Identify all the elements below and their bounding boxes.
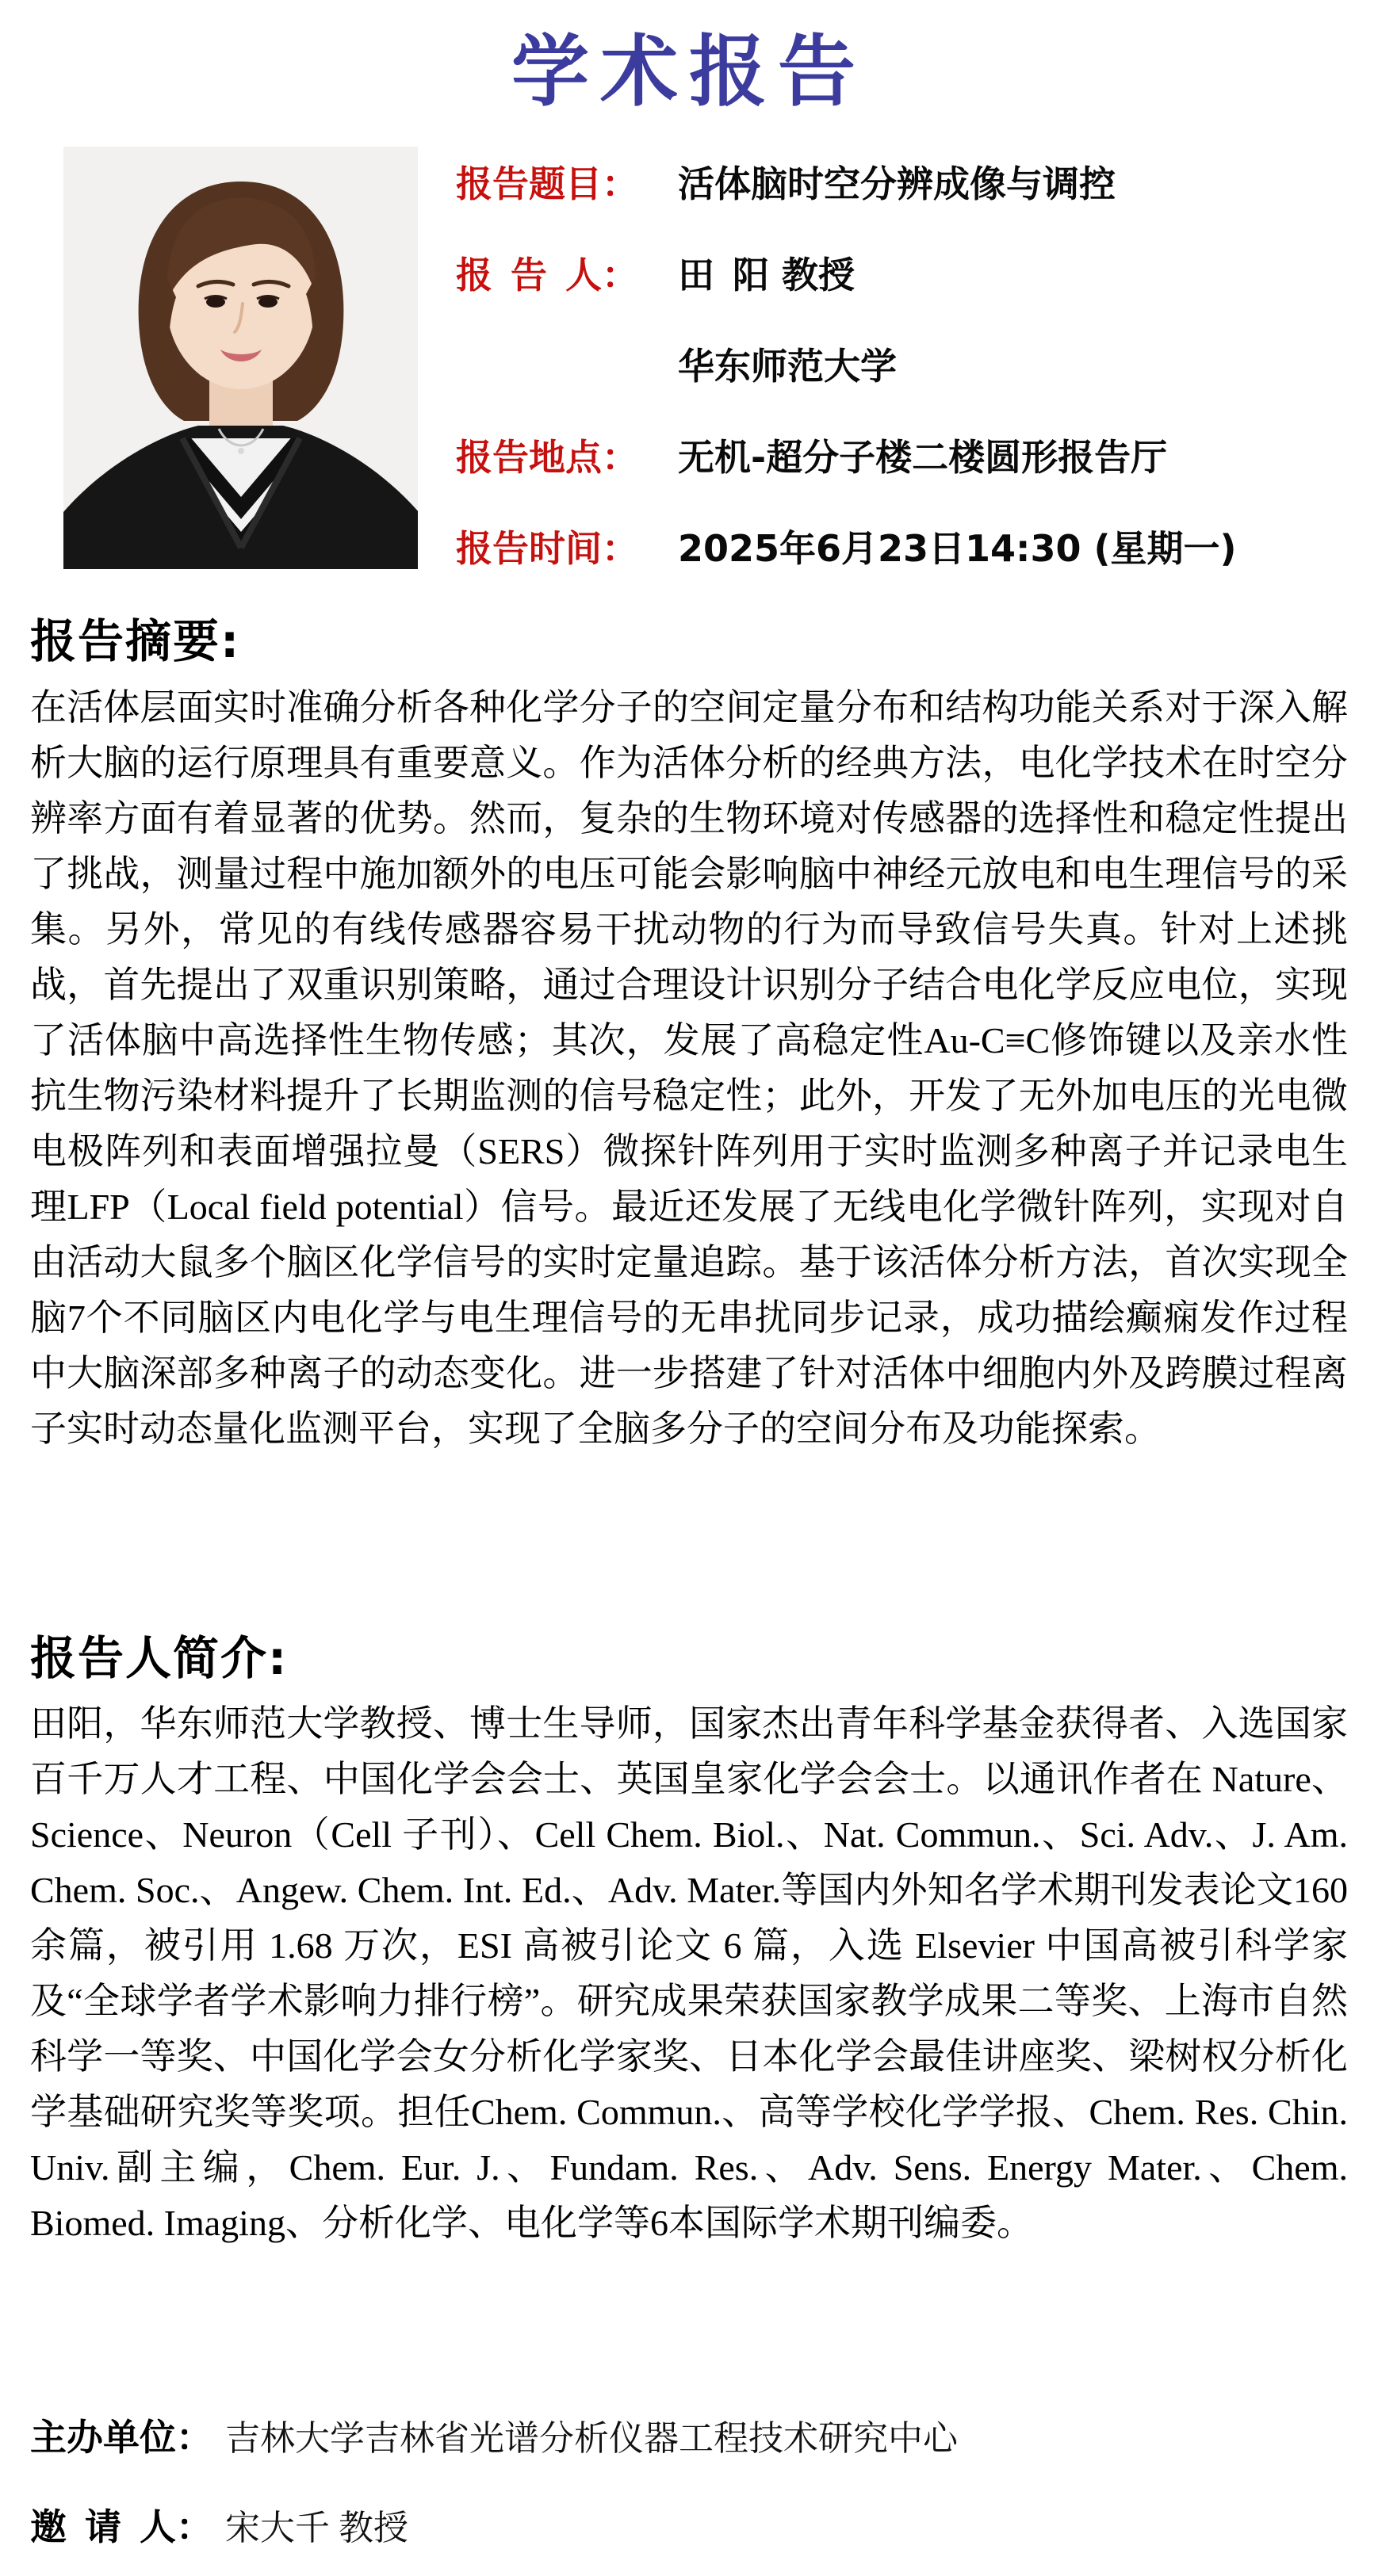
topic-label: 报告题目： bbox=[456, 162, 638, 205]
inviter-value: 宋大千 教授 bbox=[225, 2509, 408, 2547]
affiliation-value: 华东师范大学 bbox=[678, 345, 897, 388]
bio-body: 田阳，华东师范大学教授、博士生导师，国家杰出青年科学基金获得者、入选国家百千万人才工程、中国化学会会士、英国皇家化学会会士。以通讯作者在 Nature、Science、Neuron（Cell 子刊）、Cell Chem. Biol.、Nat. Commun.、Sci. Adv.、J. Am. Chem. Soc.、Angew. Chem. Int. Ed.、Adv. Mater.等国内外知名学术期刊发表论文160 余篇，被引用 1.68 万次，ESI 高被引论文 6 篇，入选 Elsevier 中国高被引科学家及“全球学者学术影响力排行榜”。研究成果荣获国家教学成果二等奖、上海市自然科学一等奖、中国化学会女分析化学家奖、日本化学会最佳讲座奖、梁树权分析化学基础研究奖等奖项。担任Chem. Commun.、高等学校化学学报、Chem. Res. Chin. Univ.副主编，Chem. Eur. J.、Fundam. Res.、Adv. Sens. Energy Mater.、Chem. Biomed. Imaging、分析化学、电化学等6本国际学术期刊编委。 bbox=[30, 1703, 1348, 2243]
time-label: 报告时间： bbox=[456, 527, 638, 570]
time-value: 2025年6月23日14:30 (星期一) bbox=[678, 527, 1237, 570]
info-row-speaker bbox=[456, 250, 855, 300]
speaker-photo bbox=[63, 147, 418, 569]
info-row-time bbox=[456, 523, 1237, 574]
info-row-location bbox=[456, 432, 1167, 483]
organizer-label: 主办单位： bbox=[30, 2416, 212, 2459]
abstract-heading: 报告摘要: bbox=[30, 614, 241, 668]
info-row-topic bbox=[456, 159, 1116, 209]
organizer-row bbox=[30, 2414, 958, 2471]
location-label: 报告地点： bbox=[456, 436, 638, 479]
speaker-label: 报 告 人： bbox=[456, 254, 638, 296]
abstract-body: 在活体层面实时准确分析各种化学分子的空间定量分布和结构功能关系对于深入解析大脑的运行原理具有重要意义。作为活体分析的经典方法，电化学技术在时空分辨率方面有着显著的优势。然而，复杂的生物环境对传感器的选择性和稳定性提出了挑战，测量过程中施加额外的电压可能会影响脑中神经元放电和电生理信号的采集。另外，常见的有线传感器容易干扰动物的行为而导致信号失真。针对上述挑战，首先提出了双重识别策略，通过合理设计识别分子结合电化学反应电位，实现了活体脑中高选择性生物传感；其次，发展了高稳定性Au-C≡C修饰键以及亲水性抗生物污染材料提升了长期监测的信号稳定性；此外，开发了无外加电压的光电微电极阵列和表面增强拉曼（SERS）微探针阵列用于实时监测多种离子并记录电生理LFP（Local field potential）信号。最近还发展了无线电化学微针阵列，实现对自由活动大鼠多个脑区化学信号的实时定量追踪。基于该活体分析方法，首次实现全脑7个不同脑区内电化学与电生理信号的无串扰同步记录，成功描绘癫痫发作过程中大脑深部多种离子的动态变化。进一步搭建了针对活体中细胞内外及跨膜过程离子实时动态量化监测平台，实现了全脑多分子的空间分布及功能探索。 bbox=[30, 687, 1348, 1449]
info-row-affiliation bbox=[456, 341, 897, 392]
bio-heading: 报告人简介: bbox=[30, 1631, 289, 1685]
topic-value: 活体脑时空分辨成像与调控 bbox=[678, 162, 1116, 205]
organizer-value: 吉林大学吉林省光谱分析仪器工程技术研究中心 bbox=[225, 2419, 958, 2458]
page-title: 学术报告 bbox=[511, 27, 867, 117]
location-value: 无机-超分子楼二楼圆形报告厅 bbox=[678, 436, 1168, 479]
inviter-row bbox=[30, 2503, 408, 2560]
speaker-value: 田 阳 教授 bbox=[678, 254, 856, 296]
speaker-portrait-illustration bbox=[63, 147, 418, 569]
inviter-label: 邀 请 人： bbox=[30, 2505, 212, 2548]
